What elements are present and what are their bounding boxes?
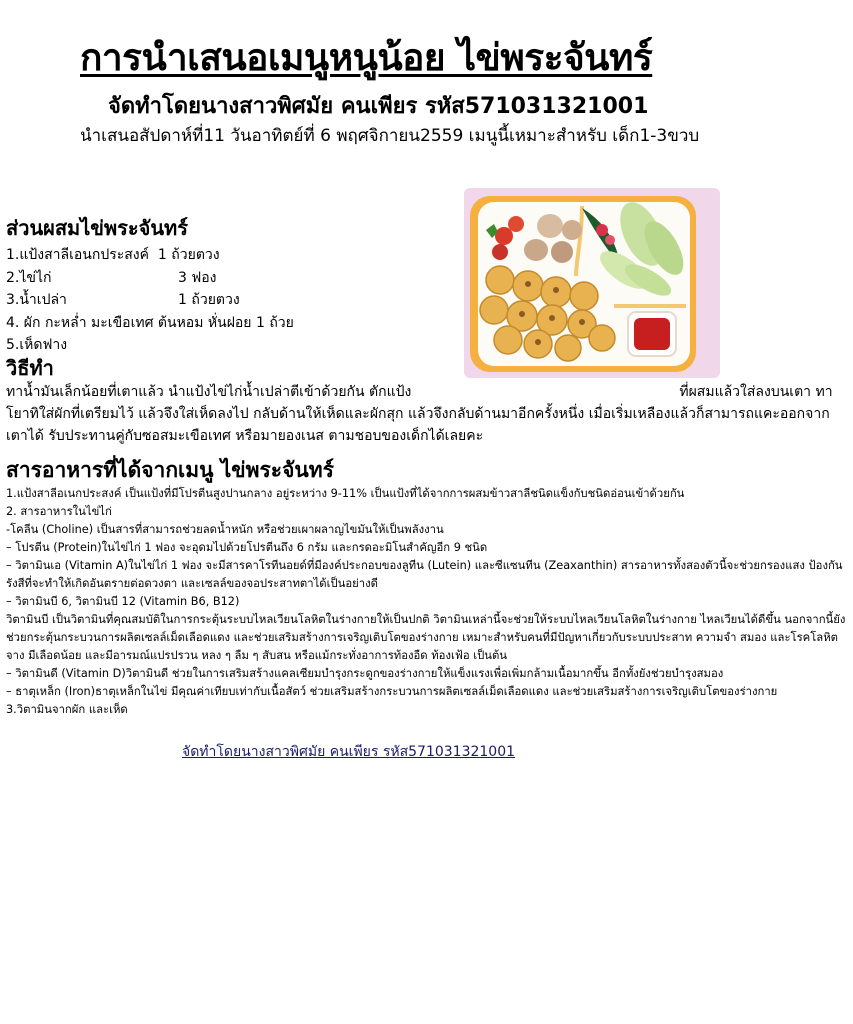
food-photo <box>464 188 720 378</box>
presentation-info: นำเสนอสัปดาห์ที่11 วันอาทิตย์ที่ 6 พฤศจิกายน2559 เมนูนี้เหมาะสำหรับ เด็ก1-3ขวบ <box>80 126 700 146</box>
ingredient-item: 5.เห็ดฟาง <box>6 337 68 353</box>
ingredient-item: 2.ไข่ไก่ 3 ฟอง <box>6 269 217 286</box>
method-heading: วิธีทำ <box>6 356 54 380</box>
nutrient-line: 3.วิตามินจากผัก และเห็ด <box>6 703 128 716</box>
nutrient-line: – วิตามินบี 6, วิตามินบี 12 (Vitamin B6, B12) <box>6 595 240 608</box>
nutrient-line: – ธาตุเหล็ก (Iron)ธาตุเหล็กในไข่ มีคุณค่าเทียบเท่ากับเนื้อสัตว์ ช่วยเสริมสร้างกระบวนการผลิตเซลล์เม็ดเลือดแดง และช่วยเสริมสร้างการเจริญเติบโตของร่างกาย <box>6 685 778 698</box>
method-text: ทาน้ำมันเล็กน้อยที่เตาแล้ว นำแป้งไข่ไก่น้ำเปล่าตีเข้าด้วยกัน ตักแป้ง ที่ผสมแล้วใส่ลงบนเตา ทาโยาทิใส่ผักที่เตรียมไว้ แล้วจึงใส่เห็ดลงไป กลับด้านให้เห็ดและผักสุก แล้วจึงกลับด้านมาอีกครั้งหนึ่ง เมื่อเริ่มเหลืองแล้วก็สามารถแคะออกจากเตาได้ รับประทานคู่กับซอสมะเขือเทศ หรือมายองเนส ตามชอบของเด็กได้เลยคะ <box>6 384 833 444</box>
nutrient-line: – วิตามินเอ (Vitamin A)ในไข่ไก่ 1 ฟอง จะมีสารคาโรทีนอยด์ที่มีองค์ประกอบของลูทีน (Lutein) และซีแซนทีน (Zeaxanthin) สารอาหารทั้งสองตัวนี้จะช่วยกรองแสง ป้องกันรังสีที่จะทำให้เกิดอันตรายต่อดวงตา และเซลล์ของจอประสาทตาได้เป็นอย่างดี <box>6 559 843 590</box>
ingredients-list <box>6 244 294 357</box>
nutrient-line: 2. สารอาหารในไข่ไก่ <box>6 505 112 518</box>
nutrients-list <box>6 485 846 719</box>
nutrient-line: – โปรตีน (Protein)ในไข่ไก่ 1 ฟอง จะอุดมไปด้วยโปรตีนถึง 6 กรัม และกรดอะมิโนสำคัญอีก 9 ชนิด <box>6 541 488 554</box>
ingredient-item: 4. ผัก กะหล่ำ มะเขือเทศ ต้นหอม หั่นฝอย 1 ถ้วย <box>6 314 294 331</box>
ingredient-item: 3.น้ำเปล่า 1 ถ้วยตวง <box>6 292 240 308</box>
nutrient-line: วิตามินบี เป็นวิตามินที่คุณสมบัติในการกระตุ้นระบบไหลเวียนโลหิตในร่างกายให้เป็นปกติ วิตามินเหล่านี้จะช่วยให้ระบบไหลเวียนโลหิตในร่างกาย ไหลเวียนได้ดีขึ้น นอกจากนี้ยังช่วยกระตุ้นกระบวนการผลิตเซลล์เม็ดเลือดแดง และช่วยเสริมสร้างการเจริญเติบโตของร่างกาย เหมาะสำหรับคนที่มีปัญหาเกี่ยวกับระบบประสาท ความจำ สมอง และโรคโลหิตจาง มีเลือดน้อย และมีอารมณ์แปรปรวน หลง ๆ ลืม ๆ สับสน หรือแม้กระทั่งอาการท้องอืด ท้องเฟ้อ เป็นต้น <box>6 613 846 662</box>
page-title: การนำเสนอเมนูหนูน้อย ไข่พระจันทร์ <box>80 36 653 79</box>
author-byline: จัดทำโดยนางสาวพิศมัย คนเพียร รหัส571031321001 <box>108 94 649 119</box>
ingredient-item: 1.แป้งสาลีเอนกประสงค์ 1 ถ้วยตวง <box>6 247 220 263</box>
ingredients-heading: ส่วนผสมไข่พระจันทร์ <box>6 216 188 240</box>
nutrient-line: -โคลีน (Choline) เป็นสารที่สามารถช่วยลดน้ำหนัก หรือช่วยเผาผลาญไขมันให้เป็นพลังงาน <box>6 523 444 536</box>
nutrient-line: 1.แป้งสาลีอเนกประสงค์ เป็นแป้งที่มีโปรตีนสูงปานกลาง อยู่ระหว่าง 9-11% เป็นแป้งที่ได้จากการผสมข้าวสาลีชนิดแข็งกับชนิดอ่อนเข้าด้วยกัน <box>6 487 685 500</box>
nutrients-heading: สารอาหารที่ได้จากเมนู ไข่พระจันทร์ <box>6 458 334 482</box>
nutrient-line: – วิตามินดี (Vitamin D)วิตามินดี ช่วยในการเสริมสร้างแคลเซียมบำรุงกระดูกของร่างกายให้แข็งแรงเพื่อเพิ่มกล้ามเนื้อมากขึ้น อีกทั้งยังช่วยบำรุงสมอง <box>6 667 724 680</box>
footer-author-link[interactable]: จัดทำโดยนางสาวพิศมัย คนเพียร รหัส571031321001 <box>182 744 516 760</box>
